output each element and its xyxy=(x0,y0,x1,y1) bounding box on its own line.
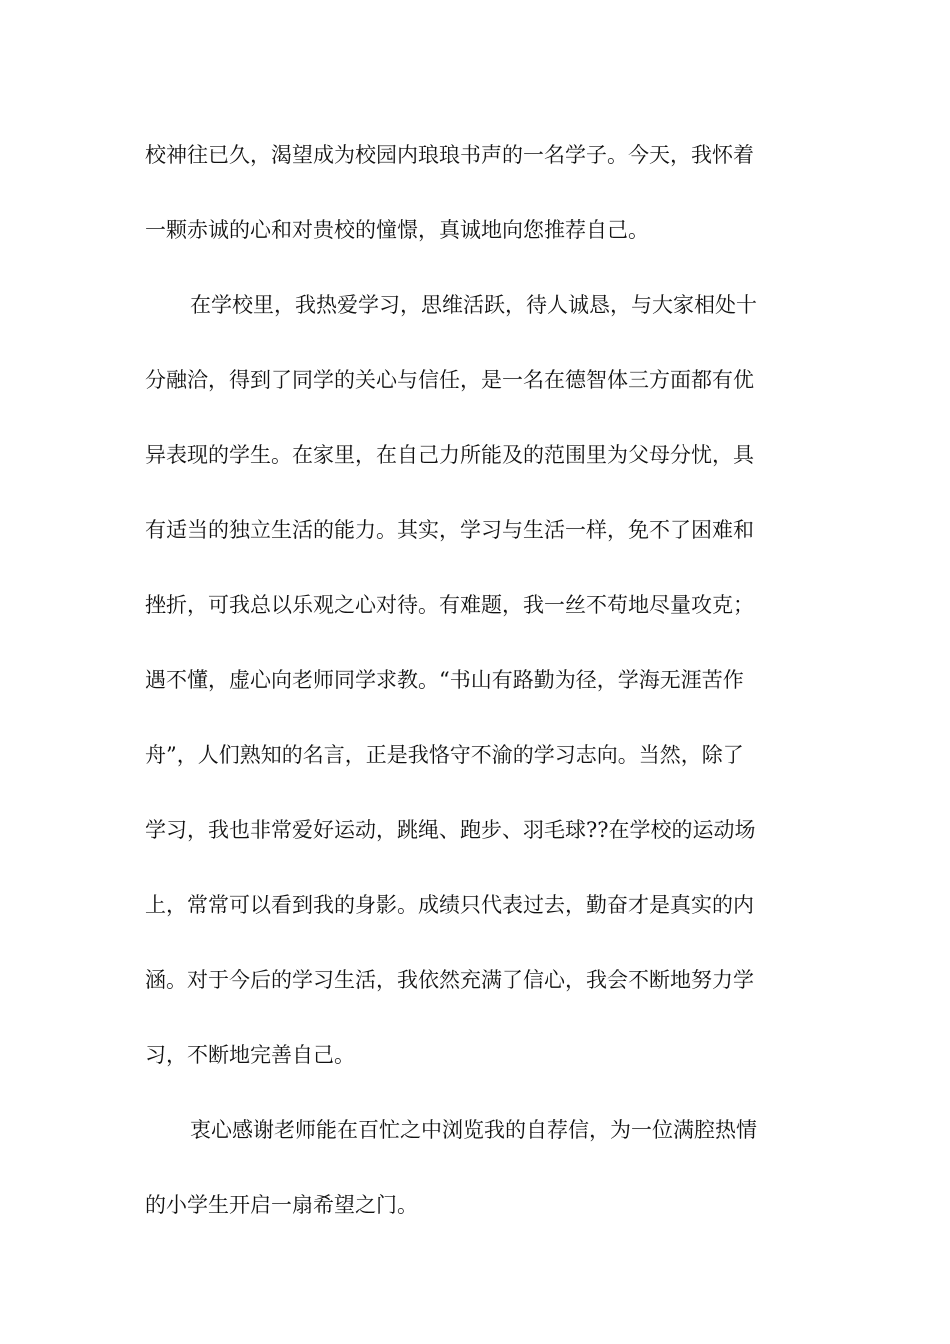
paragraph-line: 习，不断地完善自己。 xyxy=(145,1043,355,1067)
paragraph-line: 遇不懂，虚心向老师同学求教。“书山有路勤为径，学海无涯苦作 xyxy=(145,668,744,692)
paragraph-line: 在学校里，我热爱学习，思维活跃，待人诚恳，与大家相处十 xyxy=(190,293,757,317)
paragraph-line: 挫折，可我总以乐观之心对待。有难题，我一丝不苟地尽量攻克； xyxy=(145,593,754,617)
paragraph-line: 异表现的学生。在家里，在自己力所能及的范围里为父母分忧，具 xyxy=(145,443,754,467)
paragraph-line: 上，常常可以看到我的身影。成绩只代表过去，勤奋才是真实的内 xyxy=(145,893,754,917)
paragraph-line: 涵。对于今后的学习生活，我依然充满了信心，我会不断地努力学 xyxy=(145,968,754,992)
paragraph-line: 舟”，人们熟知的名言，正是我恪守不渝的学习志向。当然，除了 xyxy=(145,743,744,767)
paragraph-line: 校神往已久，渴望成为校园内琅琅书声的一名学子。今天，我怀着 xyxy=(145,143,754,167)
paragraph-line: 衷心感谢老师能在百忙之中浏览我的自荐信，为一位满腔热情 xyxy=(190,1118,757,1142)
paragraph-line: 分融洽，得到了同学的关心与信任，是一名在德智体三方面都有优 xyxy=(145,368,754,392)
paragraph-line: 有适当的独立生活的能力。其实，学习与生活一样，免不了困难和 xyxy=(145,518,754,542)
paragraph-line: 的小学生开启一扇希望之门。 xyxy=(145,1193,418,1217)
paragraph-line: 学习，我也非常爱好运动，跳绳、跑步、羽毛球??在学校的运动场 xyxy=(145,818,756,842)
paragraph-line: 一颗赤诚的心和对贵校的憧憬，真诚地向您推荐自己。 xyxy=(145,218,649,242)
